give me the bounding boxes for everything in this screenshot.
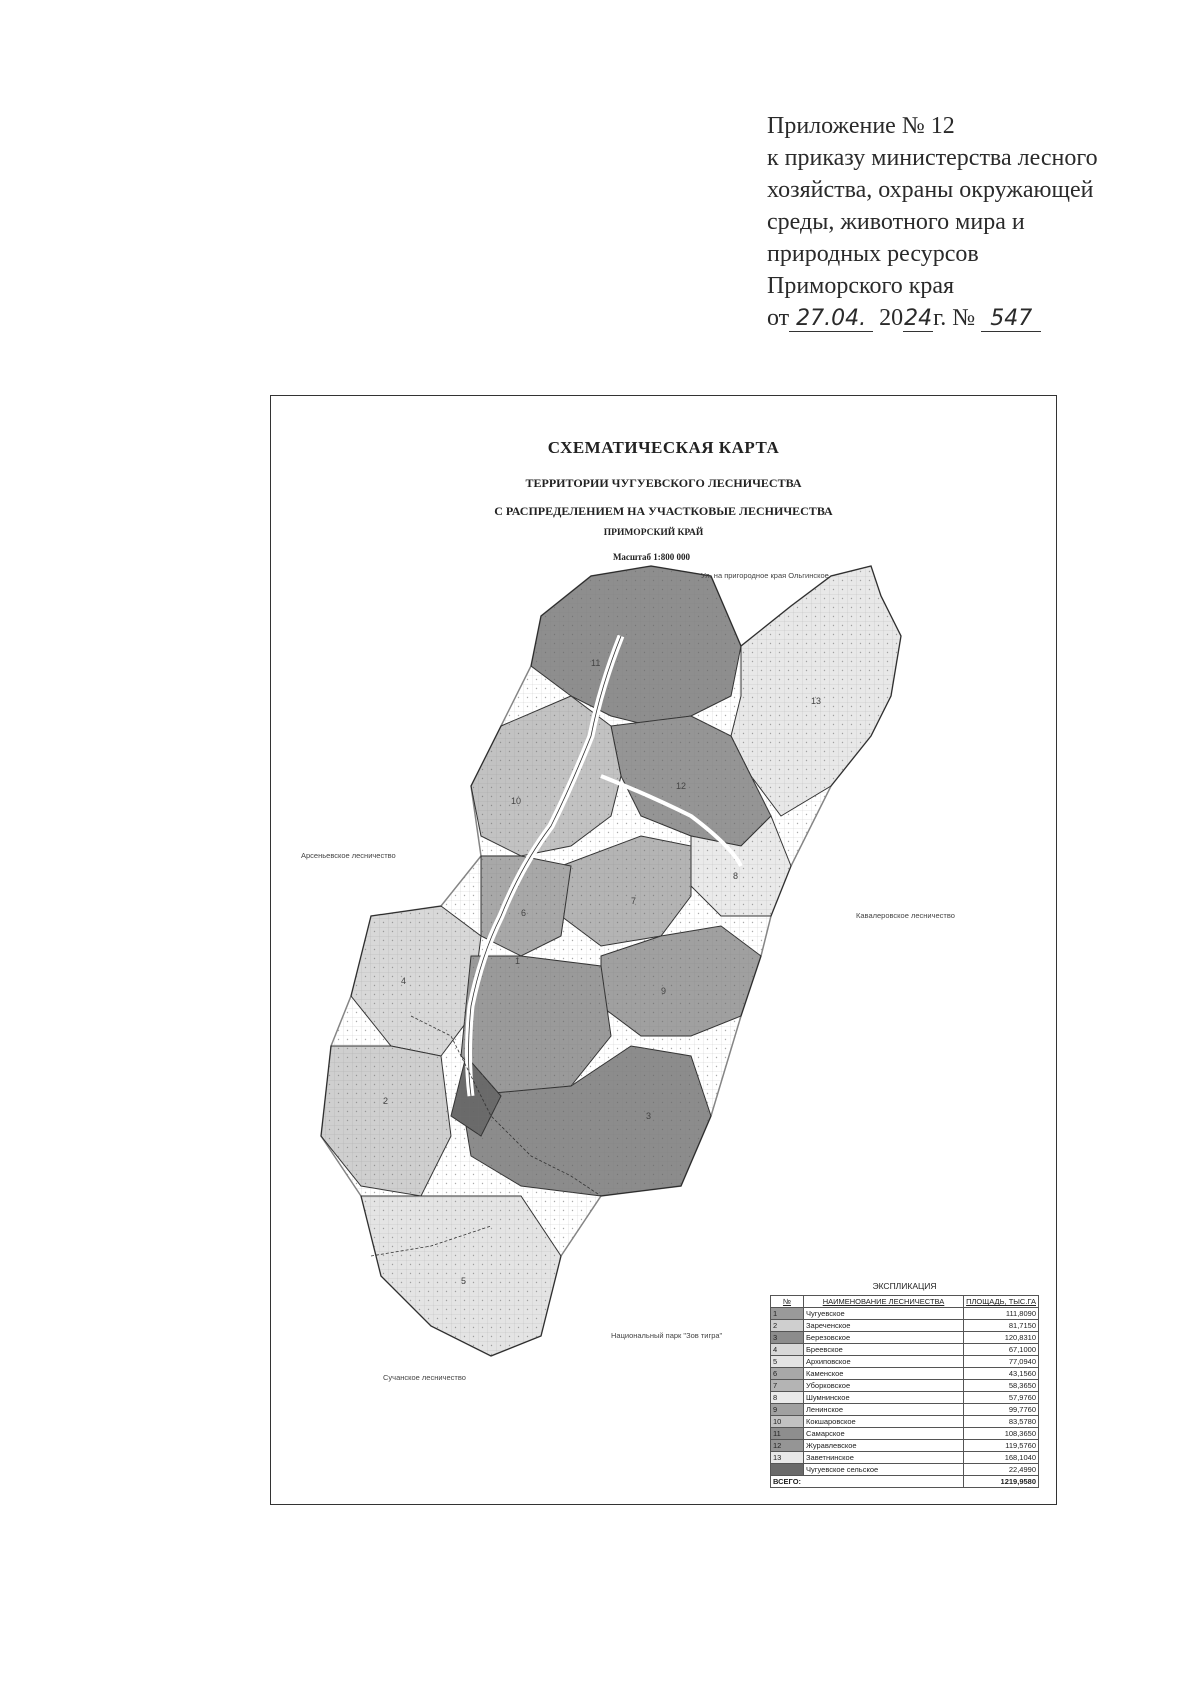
handwritten-year: 24 xyxy=(904,306,933,331)
legend-total-label: ВСЕГО: xyxy=(771,1476,964,1488)
appendix-line: природных ресурсов xyxy=(767,241,979,267)
district-number-label: 11 xyxy=(591,658,601,668)
legend-forestry-area: 81,7150 xyxy=(964,1320,1039,1332)
district-number-label: 7 xyxy=(631,896,637,906)
map-scale: Масштаб 1:800 000 xyxy=(612,552,691,562)
legend-forestry-name: Зареченское xyxy=(804,1320,964,1332)
legend-forestry-area: 57,9760 xyxy=(964,1392,1039,1404)
legend-forestry-name: Шумнинское xyxy=(804,1392,964,1404)
legend-swatch: 7 xyxy=(771,1380,804,1392)
legend-row xyxy=(771,1368,1039,1380)
legend-explication xyxy=(770,1281,1039,1488)
map-frame xyxy=(270,395,1057,1505)
date-prefix: от xyxy=(767,305,790,331)
legend-forestry-area: 67,1000 xyxy=(964,1344,1039,1356)
legend-col-name: НАИМЕНОВАНИЕ ЛЕСНИЧЕСТВА xyxy=(804,1296,964,1308)
order-date-line xyxy=(767,302,1177,334)
legend-table xyxy=(770,1295,1039,1488)
legend-swatch xyxy=(771,1464,804,1476)
appendix-line: Приморского края xyxy=(767,273,955,299)
district-number-label: 1 xyxy=(515,956,521,966)
legend-swatch: 8 xyxy=(771,1392,804,1404)
legend-forestry-area: 77,0940 xyxy=(964,1356,1039,1368)
handwritten-date: 27.04. xyxy=(789,307,873,332)
legend-row xyxy=(771,1308,1039,1320)
legend-forestry-name: Чугуевское сельское xyxy=(804,1464,964,1476)
legend-forestry-name: Архиповское xyxy=(804,1356,964,1368)
date-suffix: г. № xyxy=(933,305,976,331)
legend-row xyxy=(771,1320,1039,1332)
legend-swatch: 10 xyxy=(771,1416,804,1428)
appendix-line: среды, животного мира и xyxy=(767,209,1025,235)
legend-forestry-name: Чугуевское xyxy=(804,1308,964,1320)
legend-row xyxy=(771,1440,1039,1452)
legend-forestry-name: Самарское xyxy=(804,1428,964,1440)
district-number-label: 6 xyxy=(521,908,527,918)
legend-row xyxy=(771,1404,1039,1416)
legend-forestry-name: Бреевское xyxy=(804,1344,964,1356)
appendix-line: хозяйства, охраны окружающей xyxy=(767,177,1094,203)
legend-forestry-name: Березовское xyxy=(804,1332,964,1344)
district-number-label: 4 xyxy=(401,976,407,986)
legend-forestry-area: 168,1040 xyxy=(964,1452,1039,1464)
legend-forestry-name: Каменское xyxy=(804,1368,964,1380)
map-subtitle: С РАСПРЕДЕЛЕНИЕМ НА УЧАСТКОВЫЕ ЛЕСНИЧЕСТВА xyxy=(494,504,833,518)
legend-swatch: 5 xyxy=(771,1356,804,1368)
legend-forestry-name: Кокшаровское xyxy=(804,1416,964,1428)
district-number-label: 5 xyxy=(461,1276,467,1286)
quarter-grid xyxy=(321,566,901,1356)
neighbor-label-north: Ул. на пригородное края Ольгинское xyxy=(701,571,829,580)
legend-title: ЭКСПЛИКАЦИЯ xyxy=(872,1281,937,1291)
legend-col-number: № xyxy=(771,1296,804,1308)
legend-forestry-area: 22,4990 xyxy=(964,1464,1039,1476)
legend-swatch: 13 xyxy=(771,1452,804,1464)
legend-swatch: 3 xyxy=(771,1332,804,1344)
district-number-label: 9 xyxy=(661,986,667,996)
legend-total-row xyxy=(771,1476,1039,1488)
legend-forestry-area: 43,1560 xyxy=(964,1368,1039,1380)
neighbor-label-east: Кавалеровское лесничество xyxy=(856,911,955,920)
legend-row xyxy=(771,1452,1039,1464)
legend-forestry-area: 108,3650 xyxy=(964,1428,1039,1440)
legend-forestry-area: 83,5780 xyxy=(964,1416,1039,1428)
legend-row xyxy=(771,1332,1039,1344)
district-number-label: 8 xyxy=(733,871,739,881)
appendix-line: к приказу министерства лесного xyxy=(767,145,1098,171)
year-prefix: 20 xyxy=(879,305,904,331)
appendix-header xyxy=(767,110,1177,334)
legend-forestry-name: Заветнинское xyxy=(804,1452,964,1464)
legend-forestry-area: 111,8090 xyxy=(964,1308,1039,1320)
district-number-label: 13 xyxy=(811,696,822,706)
neighbor-label-west: Арсеньевское лесничество xyxy=(301,851,396,860)
legend-swatch: 1 xyxy=(771,1308,804,1320)
appendix-line: Приложение № 12 xyxy=(767,113,955,139)
legend-row xyxy=(771,1344,1039,1356)
legend-forestry-area: 99,7760 xyxy=(964,1404,1039,1416)
neighbor-label-southwest: Сучанское лесничество xyxy=(383,1373,466,1382)
legend-swatch: 6 xyxy=(771,1368,804,1380)
map-subtitle: ТЕРРИТОРИИ ЧУГУЕВСКОГО ЛЕСНИЧЕСТВА xyxy=(525,476,802,490)
neighbor-label-south: Национальный парк "Зов тигра" xyxy=(611,1331,723,1340)
handwritten-number: 547 xyxy=(981,307,1041,332)
legend-forestry-name: Уборковское xyxy=(804,1380,964,1392)
district-number-label: 10 xyxy=(511,796,522,806)
legend-swatch: 11 xyxy=(771,1428,804,1440)
district-number-label: 2 xyxy=(383,1096,389,1106)
district-number-label: 3 xyxy=(646,1111,652,1121)
legend-row xyxy=(771,1416,1039,1428)
legend-row xyxy=(771,1356,1039,1368)
legend-swatch: 4 xyxy=(771,1344,804,1356)
legend-forestry-name: Журавлевское xyxy=(804,1440,964,1452)
legend-forestry-area: 119,5760 xyxy=(964,1440,1039,1452)
district-number-label: 12 xyxy=(676,781,687,791)
legend-swatch: 9 xyxy=(771,1404,804,1416)
legend-row xyxy=(771,1428,1039,1440)
legend-swatch: 12 xyxy=(771,1440,804,1452)
legend-row xyxy=(771,1392,1039,1404)
legend-col-area: ПЛОЩАДЬ, ТЫС.ГА xyxy=(964,1296,1039,1308)
legend-forestry-name: Ленинское xyxy=(804,1404,964,1416)
legend-row xyxy=(771,1464,1039,1476)
legend-forestry-area: 120,8310 xyxy=(964,1332,1039,1344)
legend-row xyxy=(771,1380,1039,1392)
legend-total-value: 1219,9580 xyxy=(964,1476,1039,1488)
map-title: СХЕМАТИЧЕСКАЯ КАРТА xyxy=(547,438,780,457)
legend-swatch: 2 xyxy=(771,1320,804,1332)
map-region: ПРИМОРСКИЙ КРАЙ xyxy=(603,528,704,538)
legend-forestry-area: 58,3650 xyxy=(964,1380,1039,1392)
